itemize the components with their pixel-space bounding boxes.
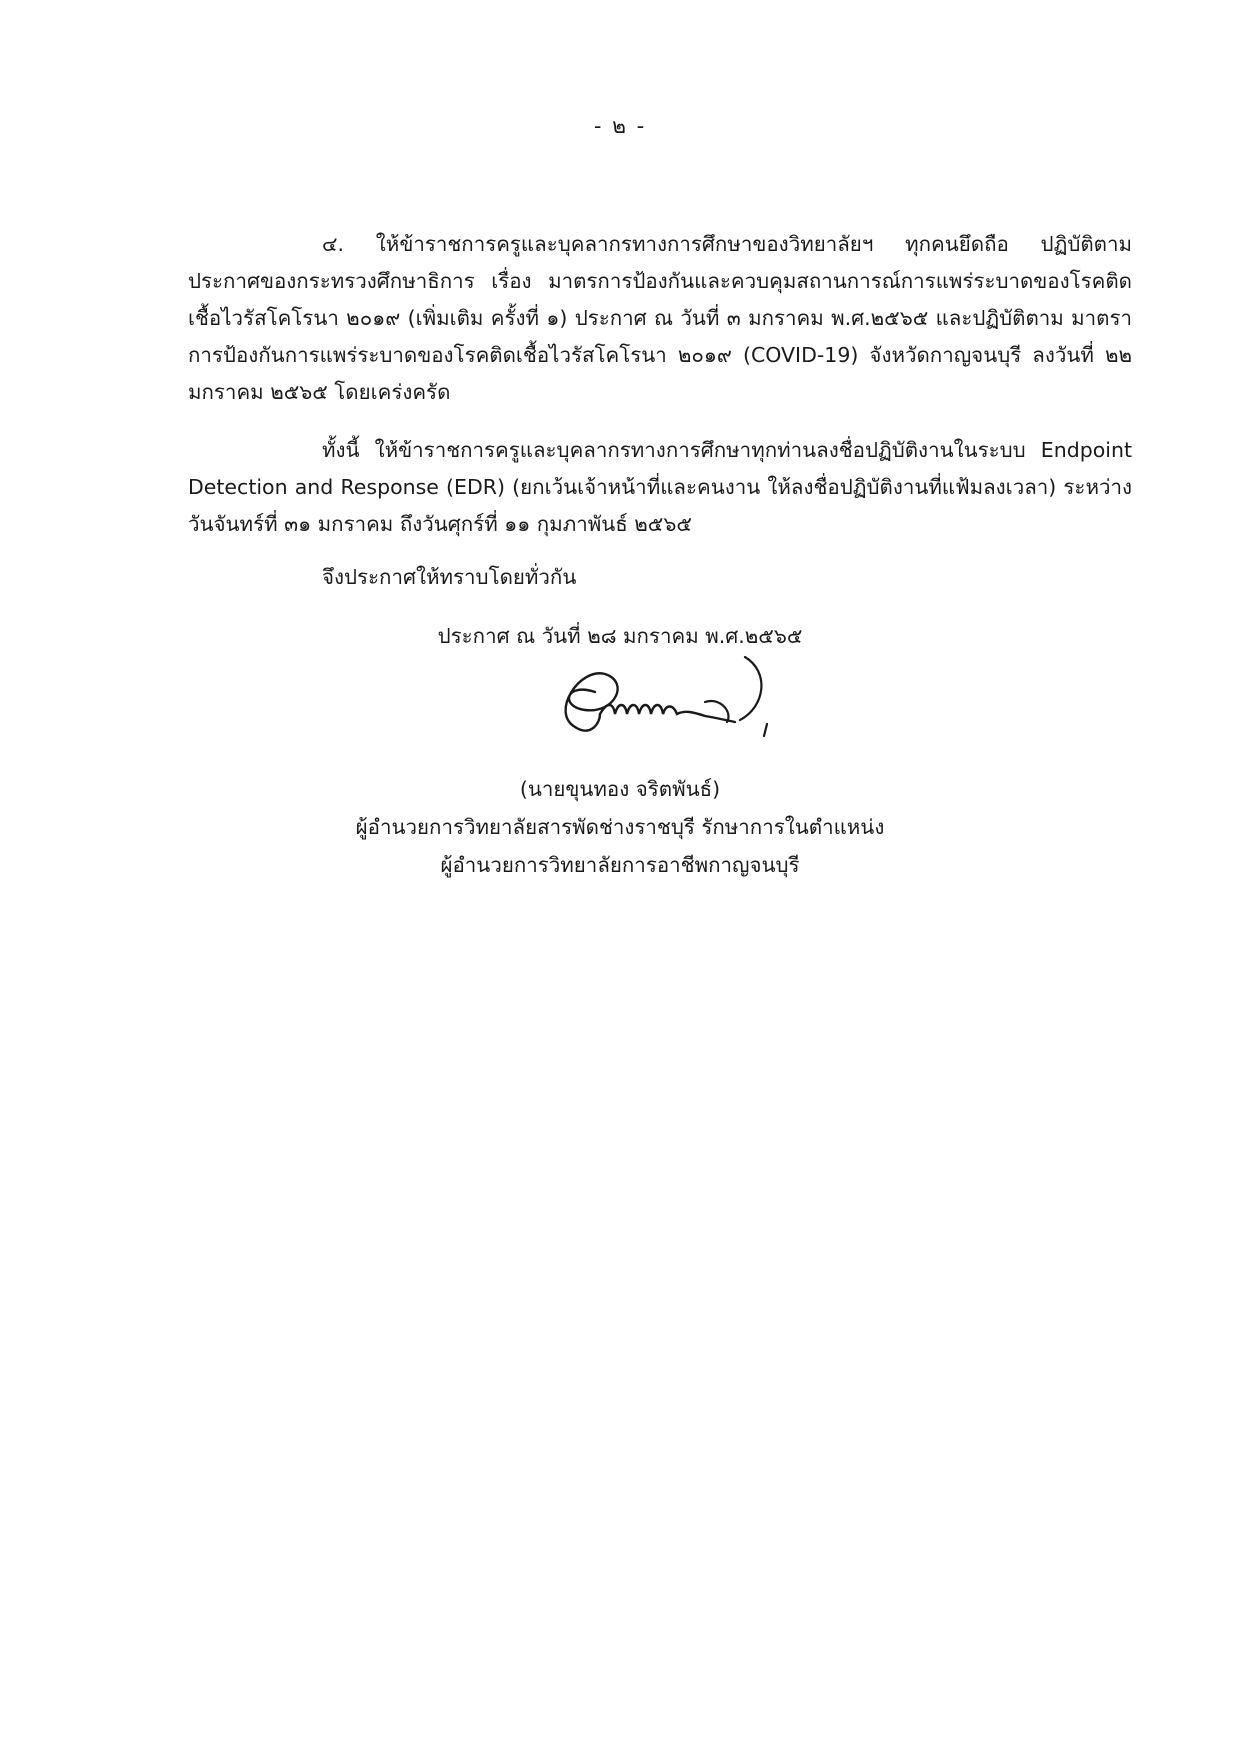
signer-name: (นายขุนทอง จริตพันธ์) [519,777,721,801]
signature-block [0,770,1240,884]
paragraph-edr-instruction: ทั้งนี้ ให้ข้าราชการครูและบุคลากรทางการศึกษาทุกท่านลงชื่อปฏิบัติงานในระบบ Endpoint Detection and Response (EDR) (ยกเว้นเจ้าหน้าที่และคนงาน ให้ลงชื่อปฏิบัติงานที่แฟ้มลงเวลา) ระหว่าง วันจันทร์ที่ ๓๑ มกราคม ถึงวันศุกร์ที่ ๑๑ กุมภาพันธ์ ๒๕๖๕ [188,438,1132,536]
handwritten-signature [555,652,815,762]
closing-statement: จึงประกาศให้ทราบโดยทั่วกัน [322,565,577,589]
page-number: - ๒ - [593,114,647,138]
signer-position-line-2: ผู้อำนวยการวิทยาลัยการอาชีพกาญจนบุรี [440,853,800,877]
paragraph-item-4: ๔. ให้ข้าราชการครูและบุคลากรทางการศึกษาของวิทยาลัยฯ ทุกคนยึดถือ ปฏิบัติตาม ประกาศของกระทรวงศึกษาธิการ เรื่อง มาตรการป้องกันและควบคุมสถานการณ์การแพร่ระบาดของโรคติดเชื้อไวรัสโคโรนา ๒๐๑๙ (เพิ่มเติม ครั้งที่ ๑) ประกาศ ณ วันที่ ๓ มกราคม พ.ศ.๒๕๖๕ และปฏิบัติตาม มาตราการป้องกันการแพร่ระบาดของโรคติดเชื้อไวรัสโคโรนา ๒๐๑๙ (COVID-19) จังหวัดกาญจนบุรี ลงวันที่ ๒๒ มกราคม ๒๕๖๕ โดยเคร่งครัด [188,232,1132,404]
signer-position-line-1: ผู้อำนวยการวิทยาลัยสารพัดช่างราชบุรี รักษาการในตำแหน่ง [355,815,885,839]
announcement-date: ประกาศ ณ วันที่ ๒๘ มกราคม พ.ศ.๒๕๖๕ [437,624,803,648]
